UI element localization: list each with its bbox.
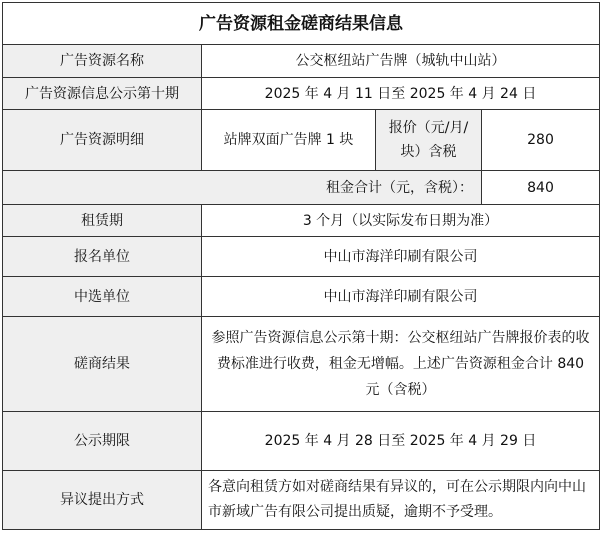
row-period [3,412,600,471]
title-row [3,3,600,45]
value-objection: 各意向租赁方如对磋商结果有异议的，可在公示期限内向中山市新域广告有限公司提出质疑，逾期不予受理。 [202,471,600,530]
value-result: 参照广告资源信息公示第十期：公交枢纽站广告牌报价表的收费标准进行收费，租金无增幅。上述广告资源租金合计 840 元（含税） [202,317,600,412]
value-price: 280 [482,110,600,171]
row-winner [3,277,600,317]
label-notice: 广告资源信息公示第十期 [3,78,202,110]
label-objection: 异议提出方式 [3,471,202,530]
result-document [2,2,599,531]
value-applicant: 中山市海洋印刷有限公司 [202,237,600,277]
value-lease: 3 个月（以实际发布日期为准） [202,205,600,237]
value-period: 2025 年 4 月 28 日至 2025 年 4 月 29 日 [202,412,600,471]
label-price: 报价（元/月/块）含税 [376,110,482,171]
row-objection [3,471,600,530]
row-notice [3,78,600,110]
value-resource-name: 公交枢纽站广告牌（城轨中山站） [202,45,600,78]
row-result [3,317,600,412]
value-detail-item: 站牌双面广告牌 1 块 [202,110,376,171]
label-resource-name: 广告资源名称 [3,45,202,78]
label-result: 磋商结果 [3,317,202,412]
value-total: 840 [482,171,600,205]
row-lease [3,205,600,237]
label-detail: 广告资源明细 [3,110,202,171]
value-notice: 2025 年 4 月 11 日至 2025 年 4 月 24 日 [202,78,600,110]
label-period: 公示期限 [3,412,202,471]
table-title: 广告资源租金磋商结果信息 [3,3,600,45]
label-winner: 中选单位 [3,277,202,317]
result-table [2,2,600,530]
value-winner: 中山市海洋印刷有限公司 [202,277,600,317]
label-total: 租金合计（元，含税）： [3,171,482,205]
label-lease: 租赁期 [3,205,202,237]
row-detail [3,110,600,171]
label-applicant: 报名单位 [3,237,202,277]
row-total [3,171,600,205]
row-resource-name [3,45,600,78]
row-applicant [3,237,600,277]
